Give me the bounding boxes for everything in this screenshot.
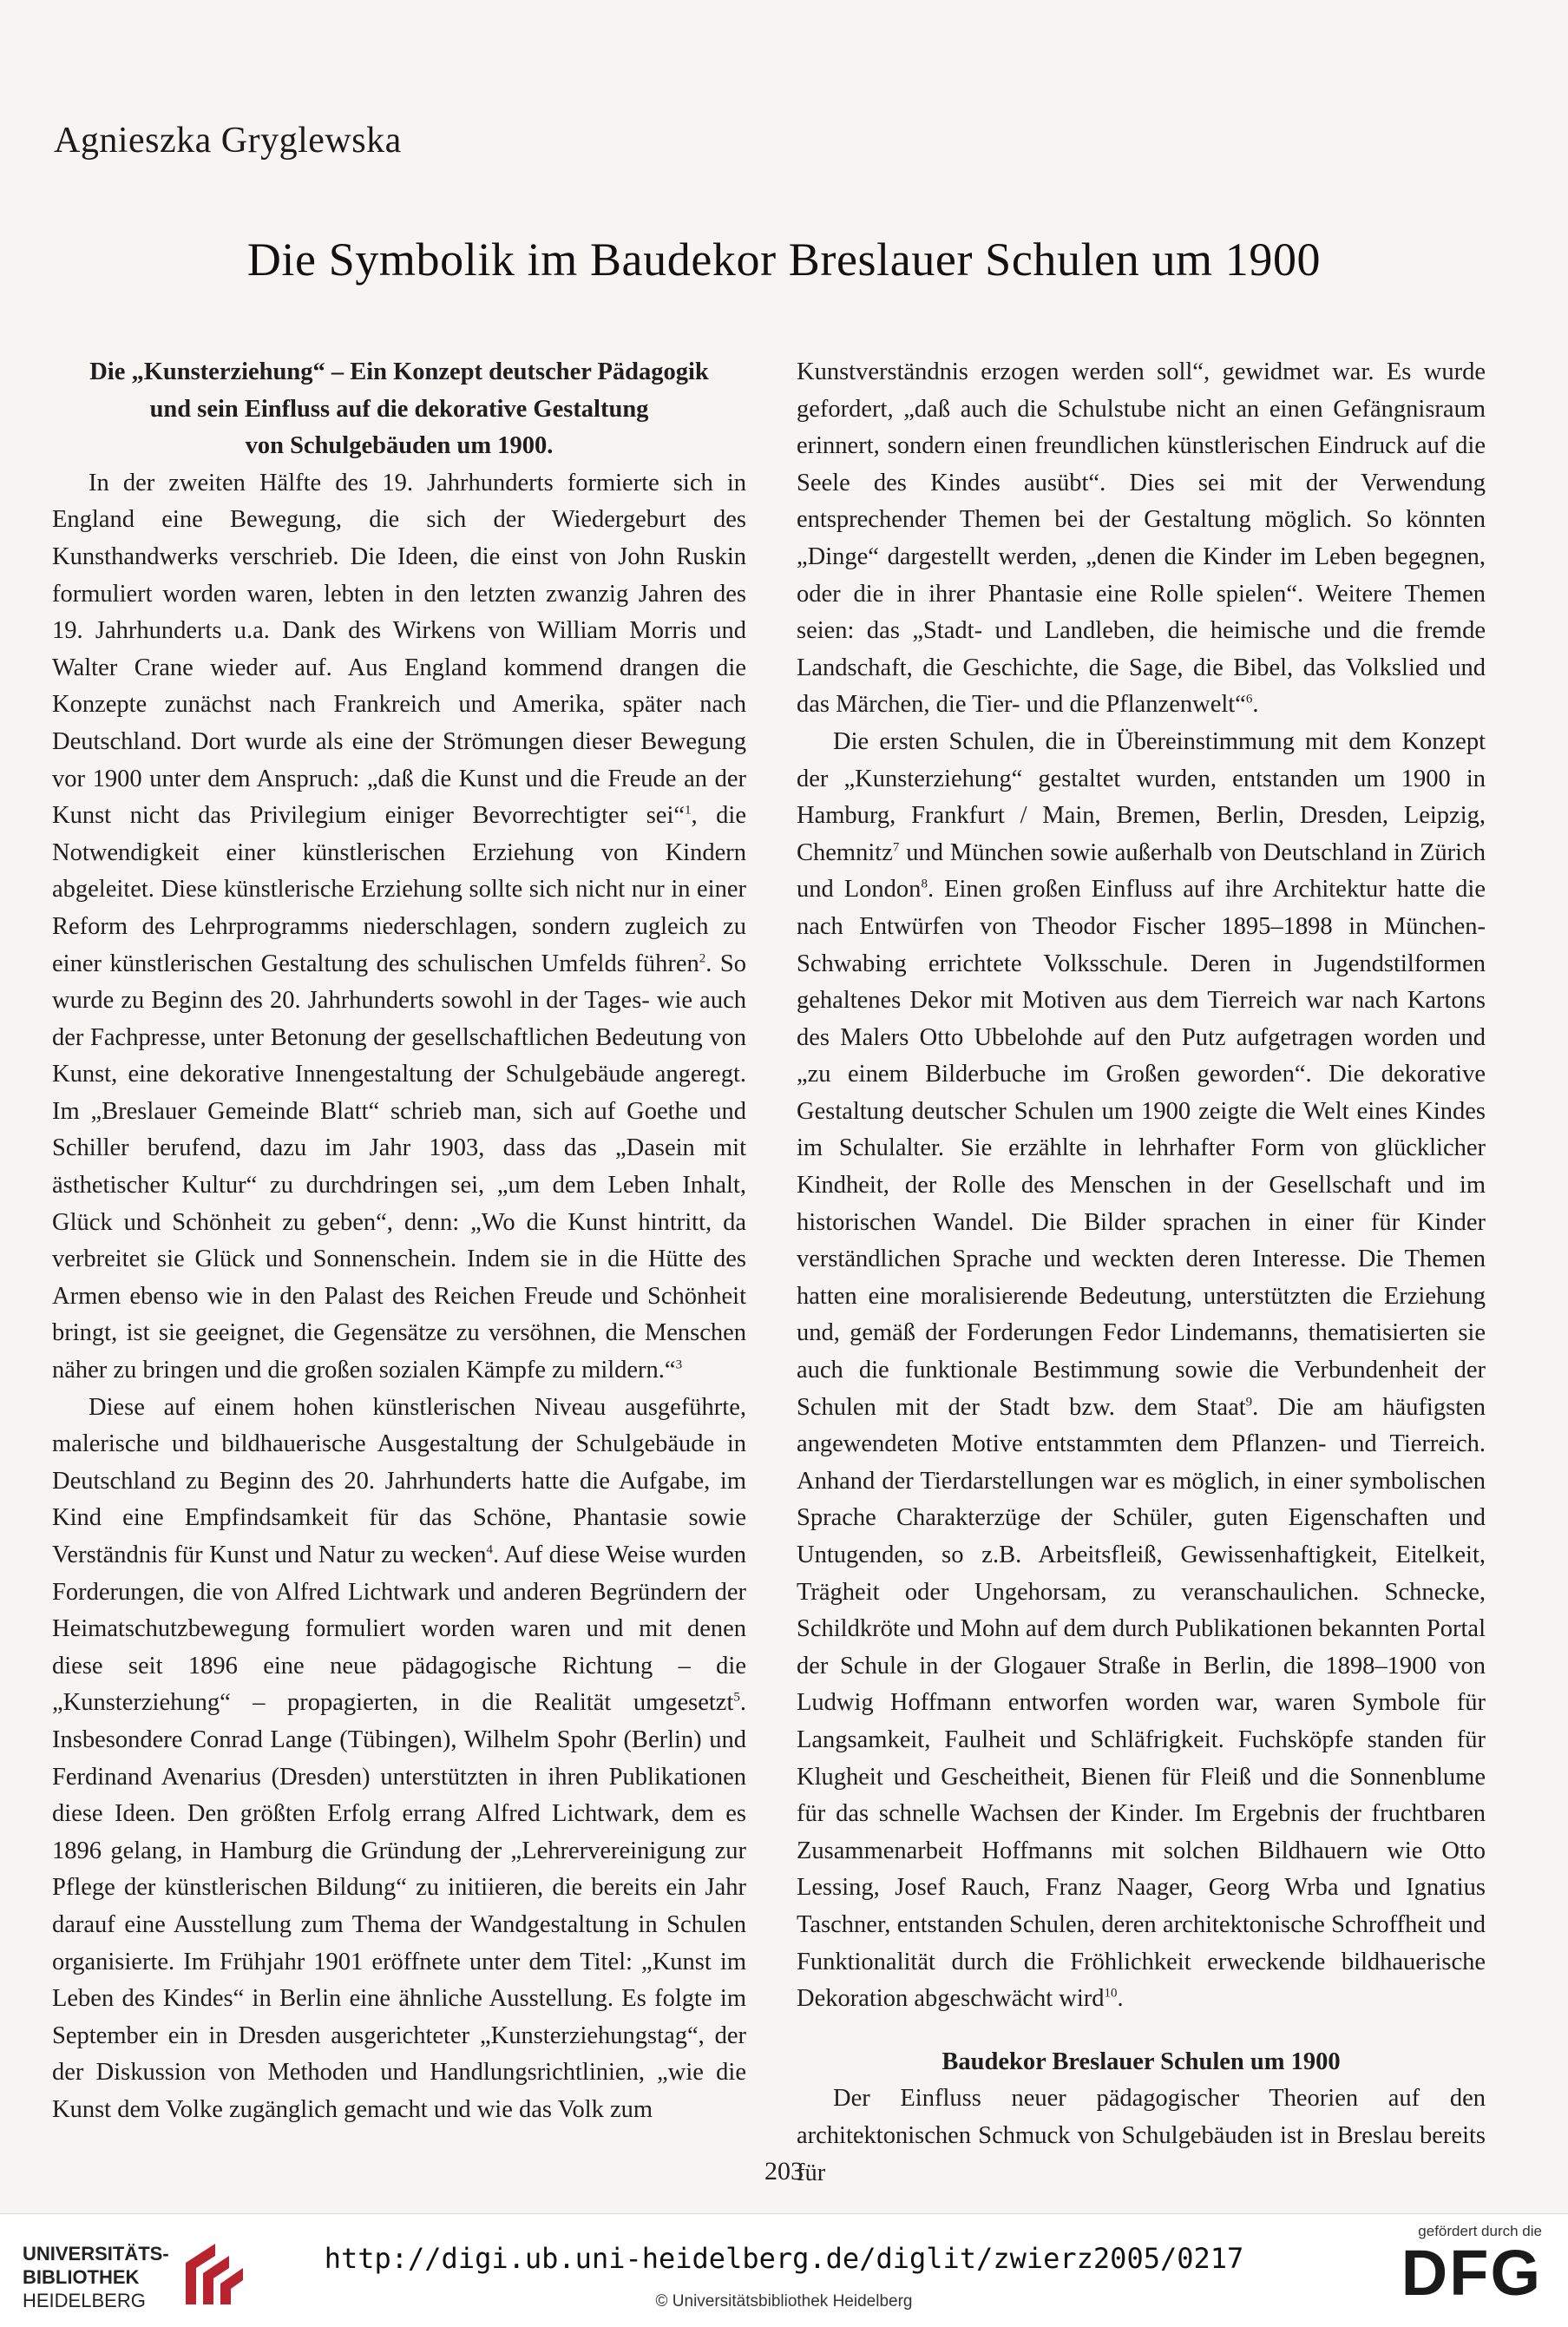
footnote-ref[interactable]: 8	[921, 877, 928, 891]
footnote-ref[interactable]: 5	[733, 1690, 740, 1705]
section-heading-1	[52, 354, 746, 465]
footnote-ref[interactable]: 9	[1245, 1395, 1253, 1410]
heading-line: von Schulgebäuden um 1900.	[245, 432, 554, 460]
library-name: UNIVERSITÄTS- BIBLIOTHEK HEIDELBERG	[23, 2243, 169, 2311]
footnote-ref[interactable]: 7	[892, 840, 900, 855]
section-heading-2: Baudekor Breslauer Schulen um 1900	[941, 2048, 1341, 2075]
paragraph: Die ersten Schulen, die in Übereinstimmung mit dem Konzept der „Kunsterziehung“ gestaltet wurden, entstanden um 1900 in Hamburg, Frankfurt / Main, Bremen, Berlin, Dresden, Leipzig, Chemnitz$^7$ und München sowie außerhalb von Deutschland in Zürich und London$^8$. Einen großen Einfluss auf ihre Architektur hatte die nach Entwürfen von Theodor Fischer 1895–1898 in München-Schwabing errichtete Volksschule. Deren in Jugendstilformen gehaltenes Dekor mit Motiven aus dem Tierreich war nach Kartons des Malers Otto Ubbelohde auf den Putz aufgetragen worden und „zu einem Bilderbuche im Großen geworden“. Die dekorative Gestaltung deutscher Schulen um 1900 zeigte die Welt eines Kindes im Schulalter. Sie erzählte in lehrhafter Form von glücklicher Kindheit, der Rolle des Menschen in der Gesellschaft und im historischen Wandel. Die Bilder sprachen in einer für Kinder verständlichen Sprache und weckten deren Interesse. Die Themen hatten eine moralisierende Bedeutung, unterstützten die Erziehung und, gemäß der Forderungen Fedor Lindemanns, thematisierten sie auch die funktionale Bestimmung sowie die Verbundenheit der Schulen mit der Stadt bzw. dem Staat$^9$. Die am häufigsten angewendeten Motive entstammten dem Pflanzen- und Tierreich. Anhand der Tierdarstellungen war es möglich, in einer symbolischen Sprache Charakterzüge der Schüler, guten Eigenschaften und Untugenden, so z.B. Arbeitsfleiß, Gewissenhaftigkeit, Eitelkeit, Trägheit oder Ungehorsam, zu veranschaulichen. Schnecke, Schildkröte und Mohn auf dem durch Publikationen bekannten Portal der Schule in der Glogauer Straße in Berlin, die 1898–1900 von Ludwig Hoffmann entworfen worden war, waren Symbole für Langsamkeit, Faulheit und Schläfrigkeit. Fuchsköpfe standen für Klugheit und Gescheitheit, Bienen für Fleiß und die Sonnenblume für das schnelle Wachsen der Kinder. Im Ergebnis der fruchtbaren Zusammenarbeit Hoffmanns mit solchen Bildhauern wie Otto Lessing, Josef Rauch, Franz Naager, Georg Wrba und Ignatius Taschner, entstanden Schulen, deren architektonische Schroffheit und Funktionalität durch die Fröhlichkeit erweckende bildhauerische Dekoration abgeschwächt wird$^{10}$.	[797, 727, 1486, 2013]
paragraph: In der zweiten Hälfte des 19. Jahrhunderts formierte sich in England eine Bewegung, die sich der Wiedergeburt des Kunsthandwerks verschrieb. Die Ideen, die einst von John Ruskin formuliert worden waren, lebten in den letzten zwanzig Jahren des 19. Jahrhunderts u.a. Dank des Wirkens von William Morris und Walter Crane wieder auf. Aus England kommend drangen die Konzepte zunächst nach Frankreich und Amerika, später nach Deutschland. Dort wurde als eine der Strömungen dieser Bewegung vor 1900 unter dem Anspruch: „daß die Kunst und die Freude an der Kunst nicht das Privilegium einiger Bevorrechtigter sei“$^1$, die Notwendigkeit einer künstlerischen Erziehung von Kindern abgeleitet. Diese künstlerische Erziehung sollte sich nicht nur in einer Reform des Lehrprogramms niederschlagen, sondern zugleich zu einer künstlerischen Gestaltung des schulischen Umfelds führen$^2$. So wurde zu Beginn des 20. Jahrhunderts sowohl in der Tages- wie auch der Fachpresse, unter Betonung der gesellschaftlichen Bedeutung von Kunst, eine dekorative Innengestaltung der Schulgebäude angeregt. Im „Breslauer Gemeinde Blatt“ schrieb man, sich auf Goethe und Schiller berufend, dazu im Jahr 1903, dass das „Dasein mit ästhetischer Kultur“ zu durchdringen sei, „um dem Leben Inhalt, Glück und Schönheit zu geben“, denn: „Wo die Kunst hintritt, da verbreitet sie Glück und Sonnenschein. Indem sie in die Hütte des Armen ebenso wie in den Palast des Reichen Freude und Schönheit bringt, ist sie geeignet, die Gegensätze zu versöhnen, die Menschen näher zu bringen und die großen sozialen Kämpfe zu mildern.“$^3$	[52, 469, 746, 1384]
footnote-ref[interactable]: 2	[699, 951, 706, 965]
footnote-ref[interactable]: 10	[1104, 1986, 1118, 2001]
footnote-ref[interactable]: 1	[685, 803, 692, 818]
footnote-ref[interactable]: 4	[486, 1542, 493, 1557]
paragraph: Der Einfluss neuer pädagogischer Theorien auf den architektonischen Schmuck von Schulgebäuden ist in Breslau bereits für	[797, 2085, 1486, 2186]
copyright-notice: © Universitätsbibliothek Heidelberg	[655, 2292, 913, 2311]
heading-line: und sein Einfluss auf die dekorative Gestaltung	[149, 395, 649, 423]
author-name: Agnieszka Gryglewska	[54, 121, 402, 161]
page-number: 203	[764, 2157, 804, 2186]
right-column	[797, 354, 1486, 2192]
viewer-footer	[0, 2213, 1568, 2327]
footnote-ref[interactable]: 3	[675, 1357, 683, 1372]
dfg-logo[interactable]	[1368, 2223, 1542, 2309]
article-title: Die Symbolik im Baudekor Breslauer Schulen um 1900	[246, 233, 1322, 286]
permalink-url[interactable]: http://digi.ub.uni-heidelberg.de/diglit/zwierz2005/0217	[324, 2242, 1244, 2275]
dfg-wordmark: DFG	[1401, 2237, 1542, 2309]
footnote-ref[interactable]: 6	[1245, 692, 1253, 707]
funded-by-label: gefördert durch die	[1418, 2223, 1542, 2239]
paragraph: Diese auf einem hohen künstlerischen Niveau ausgeführte, malerische und bildhauerische Ausgestaltung der Schulgebäude in Deutschland zu Beginn des 20. Jahrhunderts hatte die Aufgabe, im Kind eine Empfindsamkeit für das Schöne, Phantasie sowie Verständnis für Kunst und Natur zu wecken$^4$. Auf diese Weise wurden Forderungen, die von Alfred Lichtwark und anderen Begründern der Heimatschutzbewegung formuliert worden waren und mit denen diese seit 1896 eine neue pädagogische Richtung – die „Kunsterziehung“ – propagierten, in die Realität umgesetzt$^5$. Insbesondere Conrad Lange (Tübingen), Wilhelm Spohr (Berlin) und Ferdinand Avenarius (Dresden) unterstützten in ihren Publikationen diese Ideen. Den größten Erfolg errang Alfred Lichtwark, dem es 1896 gelang, in Hamburg die Gründung der „Lehrervereinigung zur Pflege der künstlerischen Bildung“ zu initiieren, die bereits ein Jahr darauf eine Ausstellung zum Thema der Wandgestaltung in Schulen organisierte. Im Frühjahr 1901 eröffnete unter dem Titel: „Kunst im Leben des Kindes“ in Berlin eine ähnliche Ausstellung. Es folgte im September ein in Dresden ausgerichteter „Kunsterziehungstag“, der der Diskussion von Methoden und Handlungsrichtlinien, „wie die Kunst dem Volke zugänglich gemacht und wie das Volk zum	[52, 1393, 746, 2123]
heading-line: Die „Kunsterziehung“ – Ein Konzept deutscher Pädagogik	[89, 358, 709, 385]
left-column	[52, 354, 746, 2129]
paragraph: Kunstverständnis erzogen werden soll“, gewidmet war. Es wurde gefordert, „daß auch die Schulstube nicht an einen Gefängnisraum erinnert, sondern einen freundlichen künstlerischen Eindruck auf die Seele des Kindes ausübt“. Dies sei mit der Verwendung entsprechender Themen bei der Gestaltung möglich. So könnten „Dinge“ dargestellt werden, „denen die Kinder im Leben begegnen, oder die in ihrer Phantasie eine Rolle spielen“. Weitere Themen seien: das „Stadt- und Landleben, die heimische und die fremde Landschaft, die Geschichte, die Sage, die Bibel, das Volkslied und das Märchen, die Tier- und die Pflanzenwelt“$^6$.	[797, 358, 1486, 719]
